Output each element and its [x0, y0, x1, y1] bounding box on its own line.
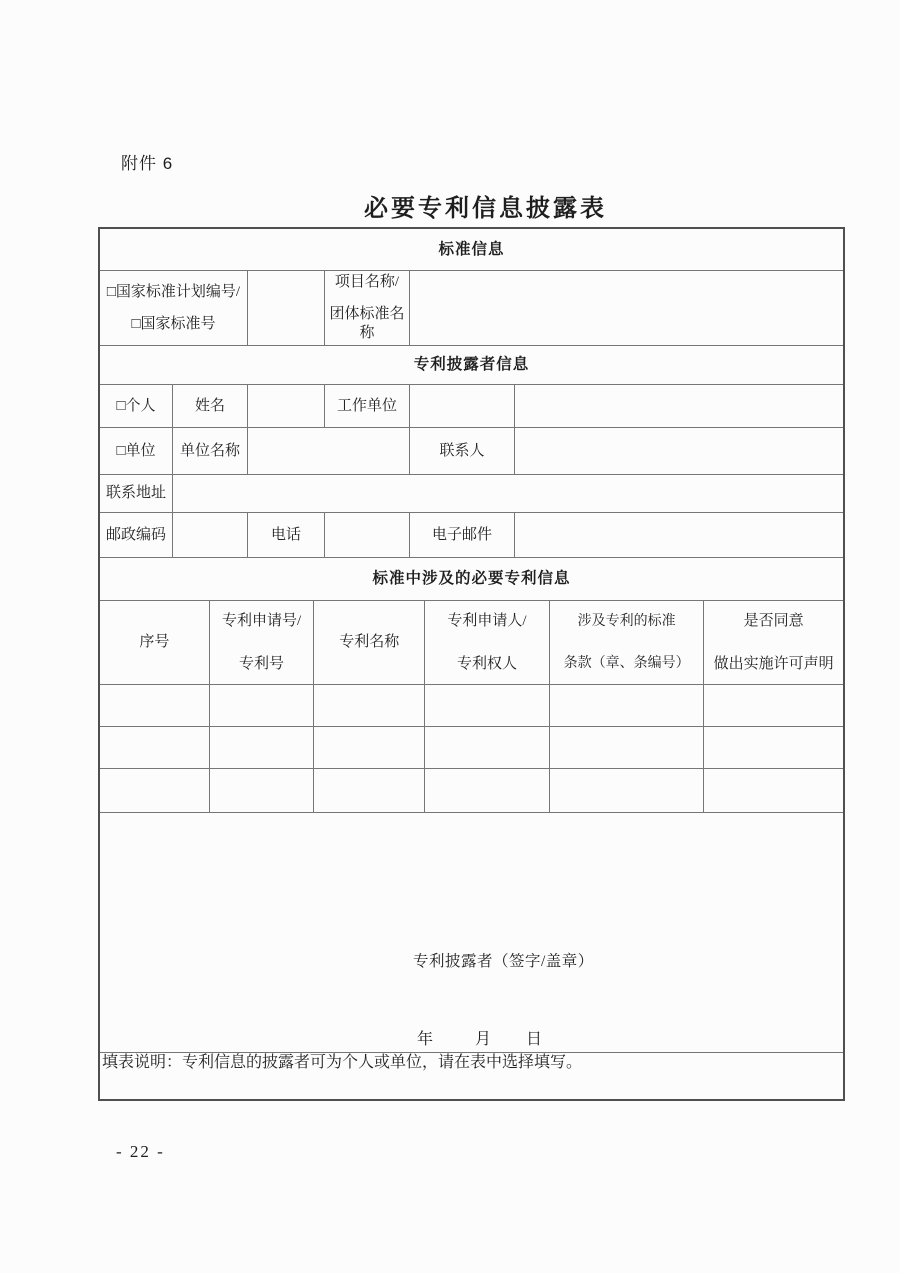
col-header-standard-clause [549, 601, 704, 684]
col-header-applicant-line2: 专利权人 [456, 655, 517, 672]
postal-phone-email-row [100, 512, 843, 557]
postal-label: 邮政编码 [105, 526, 166, 543]
signature-label: 专利披露者（签字/盖章） [413, 953, 594, 970]
email-input-cell[interactable] [514, 513, 843, 557]
patent-disclosure-form [98, 227, 845, 1101]
date-month-label: 月 [475, 1031, 492, 1048]
patent-row-cell[interactable] [313, 769, 424, 812]
patent-row-cell[interactable] [100, 685, 209, 726]
patent-row-cell[interactable] [549, 769, 704, 812]
patent-row-cell[interactable] [703, 685, 843, 726]
col-header-serial [100, 601, 209, 684]
patent-row-cell[interactable] [549, 685, 704, 726]
address-label: 联系地址 [105, 485, 166, 502]
discloser-info-header: 专利披露者信息 [413, 356, 530, 374]
project-name-input-cell[interactable] [409, 271, 843, 345]
individual-checkbox-option[interactable]: □个人 [116, 397, 156, 414]
address-row [100, 474, 843, 512]
col-header-applicant [424, 601, 549, 684]
footnote-text: 填表说明：专利信息的披露者可为个人或单位，请在表中选择填写。 [102, 1054, 583, 1071]
patent-row-cell[interactable] [209, 769, 314, 812]
footnote-row [100, 1052, 843, 1099]
col-header-license-consent-line2: 做出实施许可声明 [713, 655, 834, 672]
phone-input-cell[interactable] [324, 513, 409, 557]
project-name-label-line1: 项目名称/ [334, 274, 400, 291]
col-header-patent-name [313, 601, 424, 684]
signature-area-row[interactable] [100, 812, 843, 1052]
individual-row [100, 384, 843, 427]
patent-row-cell[interactable] [424, 685, 549, 726]
patent-row-cell[interactable] [703, 727, 843, 768]
discloser-info-header-row [100, 345, 843, 384]
workunit-extra-input-cell[interactable] [514, 385, 843, 427]
page-number: - 22 - [116, 1142, 165, 1161]
patent-row-cell[interactable] [424, 727, 549, 768]
patent-row-cell[interactable] [209, 727, 314, 768]
contact-label: 联系人 [409, 428, 514, 474]
patent-row-cell[interactable] [209, 685, 314, 726]
col-header-application-no [209, 601, 314, 684]
standard-number-input-cell[interactable] [247, 271, 324, 345]
patent-row-cell[interactable] [100, 727, 209, 768]
postal-input-cell[interactable] [172, 513, 247, 557]
patent-table-row [100, 768, 843, 812]
patent-row-cell[interactable] [424, 769, 549, 812]
unit-checkbox-option[interactable]: □单位 [116, 442, 156, 459]
col-header-standard-clause-line2: 条款（章、条编号） [563, 655, 690, 671]
contact-input-cell[interactable] [514, 428, 843, 474]
col-header-patent-name-line1: 专利名称 [339, 634, 400, 651]
patent-info-header-row [100, 557, 843, 600]
standard-plan-number-option[interactable]: □国家标准计划编号/ [106, 283, 241, 300]
col-header-standard-clause-line1: 涉及专利的标准 [577, 614, 676, 629]
address-input-cell[interactable] [172, 475, 843, 512]
name-label: 姓名 [172, 385, 247, 427]
standard-info-header: 标准信息 [438, 240, 505, 258]
patent-row-cell[interactable] [549, 727, 704, 768]
unitname-input-cell[interactable] [247, 428, 409, 474]
date-year-label: 年 [417, 1031, 434, 1048]
unit-row [100, 427, 843, 474]
patent-table-row [100, 684, 843, 726]
patent-table-column-header-row [100, 600, 843, 684]
patent-row-cell[interactable] [703, 769, 843, 812]
col-header-serial-line1: 序号 [139, 634, 170, 651]
col-header-license-consent-line1: 是否同意 [743, 612, 804, 629]
patent-table-row [100, 726, 843, 768]
page-title: 必要专利信息披露表 [364, 195, 607, 222]
attachment-label: 附件 6 [121, 154, 174, 173]
phone-label: 电话 [247, 513, 324, 557]
col-header-applicant-line1: 专利申请人/ [447, 612, 527, 629]
name-input-cell[interactable] [247, 385, 324, 427]
email-label: 电子邮件 [409, 513, 514, 557]
col-header-license-consent [703, 601, 843, 684]
col-header-application-no-line2: 专利号 [239, 655, 285, 672]
workunit-input-cell[interactable] [409, 385, 514, 427]
patent-row-cell[interactable] [100, 769, 209, 812]
standard-number-row [100, 270, 843, 345]
standard-number-checkbox-label[interactable] [100, 271, 247, 345]
standard-info-header-row [100, 229, 843, 270]
date-day-label: 日 [526, 1031, 543, 1048]
project-name-label [324, 271, 409, 345]
patent-row-cell[interactable] [313, 727, 424, 768]
unitname-label: 单位名称 [172, 428, 247, 474]
national-standard-number-option[interactable]: □国家标准号 [131, 315, 216, 332]
workunit-label: 工作单位 [324, 385, 409, 427]
patent-info-header: 标准中涉及的必要专利信息 [372, 570, 571, 588]
patent-row-cell[interactable] [313, 685, 424, 726]
col-header-application-no-line1: 专利申请号/ [221, 612, 302, 629]
project-name-label-line2: 团体标准名称 [329, 306, 405, 341]
